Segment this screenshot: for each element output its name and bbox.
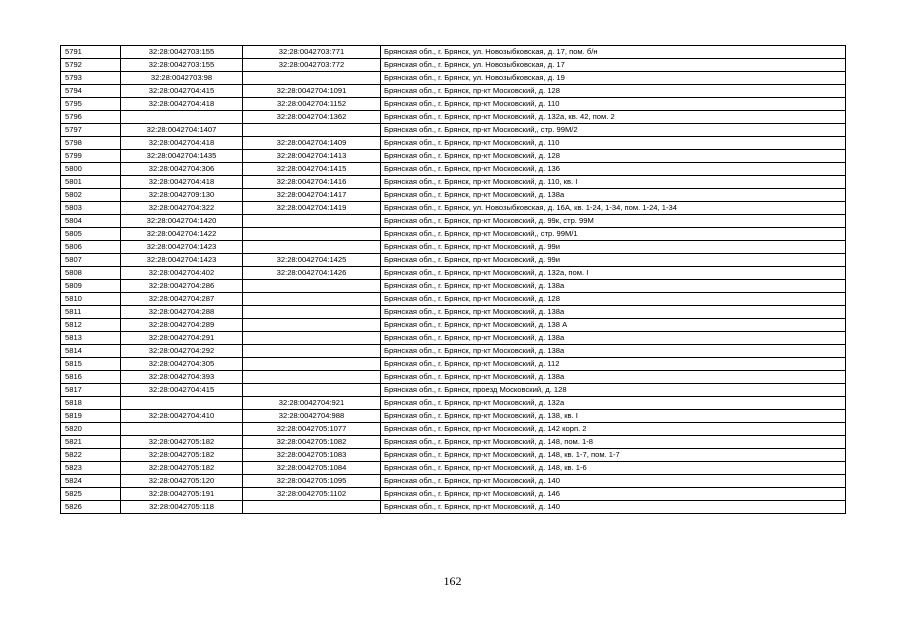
- table-row: [61, 124, 846, 137]
- object-cadastral-number-cell: 32:28:0042704:1417: [243, 189, 381, 202]
- table-row: [61, 254, 846, 267]
- object-cadastral-number-cell: 32:28:0042704:988: [243, 410, 381, 423]
- address-cell: Брянская обл., г. Брянск, пр-кт Московский, д. 132а, пом. I: [381, 267, 846, 280]
- table-row: [61, 228, 846, 241]
- object-cadastral-number-cell: 32:28:0042704:1415: [243, 163, 381, 176]
- address-cell: Брянская обл., г. Брянск, ул. Новозыбковская, д. 17, пом. б/н: [381, 46, 846, 59]
- row-number-cell: 5812: [61, 319, 121, 332]
- parcel-cadastral-number-cell: 32:28:0042705:182: [121, 436, 243, 449]
- parcel-cadastral-number-cell: 32:28:0042704:1435: [121, 150, 243, 163]
- row-number-cell: 5815: [61, 358, 121, 371]
- address-cell: Брянская обл., г. Брянск, пр-кт Московский, д. 132а, кв. 42, пом. 2: [381, 111, 846, 124]
- table-row: [61, 371, 846, 384]
- row-number-cell: 5805: [61, 228, 121, 241]
- row-number-cell: 5791: [61, 46, 121, 59]
- parcel-cadastral-number-cell: 32:28:0042704:1407: [121, 124, 243, 137]
- object-cadastral-number-cell: [243, 358, 381, 371]
- address-cell: Брянская обл., г. Брянск, пр-кт Московский, д. 148, пом. 1-8: [381, 436, 846, 449]
- table-row: [61, 462, 846, 475]
- row-number-cell: 5814: [61, 345, 121, 358]
- row-number-cell: 5793: [61, 72, 121, 85]
- address-cell: Брянская обл., г. Брянск, ул. Новозыбковская, д. 16А, кв. 1-24, 1-34, пом. 1-24, 1-34: [381, 202, 846, 215]
- address-cell: Брянская обл., г. Брянск, пр-кт Московский,, стр. 99М/1: [381, 228, 846, 241]
- object-cadastral-number-cell: 32:28:0042704:1091: [243, 85, 381, 98]
- address-cell: Брянская обл., г. Брянск, пр-кт Московский, д. 138а: [381, 280, 846, 293]
- row-number-cell: 5804: [61, 215, 121, 228]
- table-row: [61, 449, 846, 462]
- object-cadastral-number-cell: [243, 306, 381, 319]
- parcel-cadastral-number-cell: 32:28:0042704:410: [121, 410, 243, 423]
- address-cell: Брянская обл., г. Брянск, пр-кт Московский, д. 138а: [381, 345, 846, 358]
- object-cadastral-number-cell: 32:28:0042704:1426: [243, 267, 381, 280]
- table-row: [61, 345, 846, 358]
- object-cadastral-number-cell: 32:28:0042704:1152: [243, 98, 381, 111]
- parcel-cadastral-number-cell: 32:28:0042709:130: [121, 189, 243, 202]
- table-row: [61, 189, 846, 202]
- address-cell: Брянская обл., г. Брянск, пр-кт Московский, д. 128: [381, 150, 846, 163]
- object-cadastral-number-cell: [243, 501, 381, 514]
- address-cell: Брянская обл., г. Брянск, пр-кт Московский, д. 140: [381, 501, 846, 514]
- row-number-cell: 5811: [61, 306, 121, 319]
- address-cell: Брянская обл., г. Брянск, проезд Московский, д. 128: [381, 384, 846, 397]
- table-row: [61, 501, 846, 514]
- row-number-cell: 5818: [61, 397, 121, 410]
- parcel-cadastral-number-cell: 32:28:0042705:118: [121, 501, 243, 514]
- object-cadastral-number-cell: [243, 215, 381, 228]
- parcel-cadastral-number-cell: 32:28:0042704:418: [121, 98, 243, 111]
- table-row: [61, 46, 846, 59]
- parcel-cadastral-number-cell: 32:28:0042704:306: [121, 163, 243, 176]
- property-registry-table: [60, 45, 846, 514]
- address-cell: Брянская обл., г. Брянск, пр-кт Московский, д. 99к, стр. 99М: [381, 215, 846, 228]
- address-cell: Брянская обл., г. Брянск, пр-кт Московский, д. 110: [381, 98, 846, 111]
- row-number-cell: 5794: [61, 85, 121, 98]
- address-cell: Брянская обл., г. Брянск, пр-кт Московский, д. 99и: [381, 254, 846, 267]
- table-row: [61, 436, 846, 449]
- row-number-cell: 5795: [61, 98, 121, 111]
- row-number-cell: 5807: [61, 254, 121, 267]
- row-number-cell: 5792: [61, 59, 121, 72]
- table-row: [61, 241, 846, 254]
- row-number-cell: 5817: [61, 384, 121, 397]
- row-number-cell: 5806: [61, 241, 121, 254]
- table-row: [61, 85, 846, 98]
- parcel-cadastral-number-cell: 32:28:0042704:1422: [121, 228, 243, 241]
- table-row: [61, 293, 846, 306]
- parcel-cadastral-number-cell: 32:28:0042705:182: [121, 449, 243, 462]
- object-cadastral-number-cell: 32:28:0042703:771: [243, 46, 381, 59]
- parcel-cadastral-number-cell: 32:28:0042704:1423: [121, 254, 243, 267]
- object-cadastral-number-cell: [243, 124, 381, 137]
- object-cadastral-number-cell: 32:28:0042704:1425: [243, 254, 381, 267]
- object-cadastral-number-cell: [243, 293, 381, 306]
- row-number-cell: 5813: [61, 332, 121, 345]
- parcel-cadastral-number-cell: 32:28:0042704:418: [121, 176, 243, 189]
- address-cell: Брянская обл., г. Брянск, пр-кт Московский, д. 110: [381, 137, 846, 150]
- object-cadastral-number-cell: 32:28:0042705:1083: [243, 449, 381, 462]
- object-cadastral-number-cell: [243, 228, 381, 241]
- address-cell: Брянская обл., г. Брянск, пр-кт Московский, д. 148, кв. 1-6: [381, 462, 846, 475]
- table-row: [61, 384, 846, 397]
- table-row: [61, 280, 846, 293]
- table-row: [61, 176, 846, 189]
- table-row: [61, 111, 846, 124]
- object-cadastral-number-cell: [243, 280, 381, 293]
- parcel-cadastral-number-cell: 32:28:0042704:415: [121, 85, 243, 98]
- table-row: [61, 319, 846, 332]
- table-row: [61, 137, 846, 150]
- table-row: [61, 72, 846, 85]
- row-number-cell: 5826: [61, 501, 121, 514]
- parcel-cadastral-number-cell: 32:28:0042704:1420: [121, 215, 243, 228]
- row-number-cell: 5796: [61, 111, 121, 124]
- object-cadastral-number-cell: 32:28:0042704:1419: [243, 202, 381, 215]
- table-row: [61, 163, 846, 176]
- address-cell: Брянская обл., г. Брянск, пр-кт Московский, д. 146: [381, 488, 846, 501]
- address-cell: Брянская обл., г. Брянск, ул. Новозыбковская, д. 17: [381, 59, 846, 72]
- object-cadastral-number-cell: 32:28:0042704:921: [243, 397, 381, 410]
- row-number-cell: 5800: [61, 163, 121, 176]
- address-cell: Брянская обл., г. Брянск, пр-кт Московский, д. 128: [381, 293, 846, 306]
- table-row: [61, 475, 846, 488]
- row-number-cell: 5798: [61, 137, 121, 150]
- row-number-cell: 5797: [61, 124, 121, 137]
- object-cadastral-number-cell: 32:28:0042705:1084: [243, 462, 381, 475]
- parcel-cadastral-number-cell: 32:28:0042703:98: [121, 72, 243, 85]
- object-cadastral-number-cell: [243, 384, 381, 397]
- parcel-cadastral-number-cell: 32:28:0042704:322: [121, 202, 243, 215]
- parcel-cadastral-number-cell: 32:28:0042704:289: [121, 319, 243, 332]
- object-cadastral-number-cell: 32:28:0042705:1077: [243, 423, 381, 436]
- address-cell: Брянская обл., г. Брянск, пр-кт Московский, д. 128: [381, 85, 846, 98]
- object-cadastral-number-cell: 32:28:0042705:1102: [243, 488, 381, 501]
- row-number-cell: 5825: [61, 488, 121, 501]
- table-row: [61, 59, 846, 72]
- table-row: [61, 98, 846, 111]
- parcel-cadastral-number-cell: 32:28:0042705:120: [121, 475, 243, 488]
- address-cell: Брянская обл., г. Брянск, пр-кт Московский, д. 132а: [381, 397, 846, 410]
- row-number-cell: 5799: [61, 150, 121, 163]
- object-cadastral-number-cell: [243, 371, 381, 384]
- registry-table-body: [61, 46, 846, 514]
- address-cell: Брянская обл., г. Брянск, пр-кт Московский, д. 138а: [381, 306, 846, 319]
- address-cell: Брянская обл., г. Брянск, пр-кт Московский, д. 112: [381, 358, 846, 371]
- parcel-cadastral-number-cell: [121, 423, 243, 436]
- parcel-cadastral-number-cell: 32:28:0042703:155: [121, 46, 243, 59]
- object-cadastral-number-cell: 32:28:0042704:1362: [243, 111, 381, 124]
- table-row: [61, 423, 846, 436]
- parcel-cadastral-number-cell: 32:28:0042704:287: [121, 293, 243, 306]
- object-cadastral-number-cell: 32:28:0042703:772: [243, 59, 381, 72]
- parcel-cadastral-number-cell: 32:28:0042704:288: [121, 306, 243, 319]
- address-cell: Брянская обл., г. Брянск, пр-кт Московский, д. 138а: [381, 371, 846, 384]
- address-cell: Брянская обл., г. Брянск, пр-кт Московский, д. 142 корп. 2: [381, 423, 846, 436]
- row-number-cell: 5802: [61, 189, 121, 202]
- object-cadastral-number-cell: [243, 345, 381, 358]
- object-cadastral-number-cell: [243, 241, 381, 254]
- address-cell: Брянская обл., г. Брянск, пр-кт Московский, д. 140: [381, 475, 846, 488]
- parcel-cadastral-number-cell: 32:28:0042704:305: [121, 358, 243, 371]
- object-cadastral-number-cell: 32:28:0042704:1413: [243, 150, 381, 163]
- object-cadastral-number-cell: 32:28:0042704:1416: [243, 176, 381, 189]
- row-number-cell: 5816: [61, 371, 121, 384]
- parcel-cadastral-number-cell: [121, 111, 243, 124]
- address-cell: Брянская обл., г. Брянск, ул. Новозыбковская, д. 19: [381, 72, 846, 85]
- address-cell: Брянская обл., г. Брянск, пр-кт Московский, д. 138а: [381, 189, 846, 202]
- table-row: [61, 488, 846, 501]
- row-number-cell: 5820: [61, 423, 121, 436]
- parcel-cadastral-number-cell: 32:28:0042704:415: [121, 384, 243, 397]
- table-row: [61, 332, 846, 345]
- parcel-cadastral-number-cell: 32:28:0042704:418: [121, 137, 243, 150]
- row-number-cell: 5803: [61, 202, 121, 215]
- object-cadastral-number-cell: [243, 319, 381, 332]
- table-row: [61, 215, 846, 228]
- address-cell: Брянская обл., г. Брянск, пр-кт Московский, д. 148, кв. 1-7, пом. 1-7: [381, 449, 846, 462]
- row-number-cell: 5809: [61, 280, 121, 293]
- parcel-cadastral-number-cell: 32:28:0042705:182: [121, 462, 243, 475]
- parcel-cadastral-number-cell: 32:28:0042704:393: [121, 371, 243, 384]
- object-cadastral-number-cell: 32:28:0042705:1095: [243, 475, 381, 488]
- address-cell: Брянская обл., г. Брянск, пр-кт Московский, д. 99и: [381, 241, 846, 254]
- address-cell: Брянская обл., г. Брянск, пр-кт Московский, д. 138а: [381, 332, 846, 345]
- object-cadastral-number-cell: [243, 332, 381, 345]
- object-cadastral-number-cell: [243, 72, 381, 85]
- parcel-cadastral-number-cell: [121, 397, 243, 410]
- parcel-cadastral-number-cell: 32:28:0042703:155: [121, 59, 243, 72]
- parcel-cadastral-number-cell: 32:28:0042704:292: [121, 345, 243, 358]
- parcel-cadastral-number-cell: 32:28:0042704:1423: [121, 241, 243, 254]
- table-row: [61, 267, 846, 280]
- table-row: [61, 202, 846, 215]
- parcel-cadastral-number-cell: 32:28:0042705:191: [121, 488, 243, 501]
- table-row: [61, 358, 846, 371]
- parcel-cadastral-number-cell: 32:28:0042704:286: [121, 280, 243, 293]
- parcel-cadastral-number-cell: 32:28:0042704:291: [121, 332, 243, 345]
- row-number-cell: 5801: [61, 176, 121, 189]
- table-row: [61, 306, 846, 319]
- row-number-cell: 5819: [61, 410, 121, 423]
- table-row: [61, 150, 846, 163]
- address-cell: Брянская обл., г. Брянск, пр-кт Московский, д. 138, кв. I: [381, 410, 846, 423]
- object-cadastral-number-cell: 32:28:0042705:1082: [243, 436, 381, 449]
- address-cell: Брянская обл., г. Брянск, пр-кт Московский, д. 110, кв. I: [381, 176, 846, 189]
- address-cell: Брянская обл., г. Брянск, пр-кт Московский, д. 138 А: [381, 319, 846, 332]
- page-number: 162: [443, 574, 462, 588]
- row-number-cell: 5810: [61, 293, 121, 306]
- row-number-cell: 5824: [61, 475, 121, 488]
- address-cell: Брянская обл., г. Брянск, пр-кт Московский, д. 136: [381, 163, 846, 176]
- table-row: [61, 397, 846, 410]
- table-row: [61, 410, 846, 423]
- row-number-cell: 5821: [61, 436, 121, 449]
- row-number-cell: 5822: [61, 449, 121, 462]
- row-number-cell: 5808: [61, 267, 121, 280]
- parcel-cadastral-number-cell: 32:28:0042704:402: [121, 267, 243, 280]
- row-number-cell: 5823: [61, 462, 121, 475]
- address-cell: Брянская обл., г. Брянск, пр-кт Московский,, стр. 99М/2: [381, 124, 846, 137]
- object-cadastral-number-cell: 32:28:0042704:1409: [243, 137, 381, 150]
